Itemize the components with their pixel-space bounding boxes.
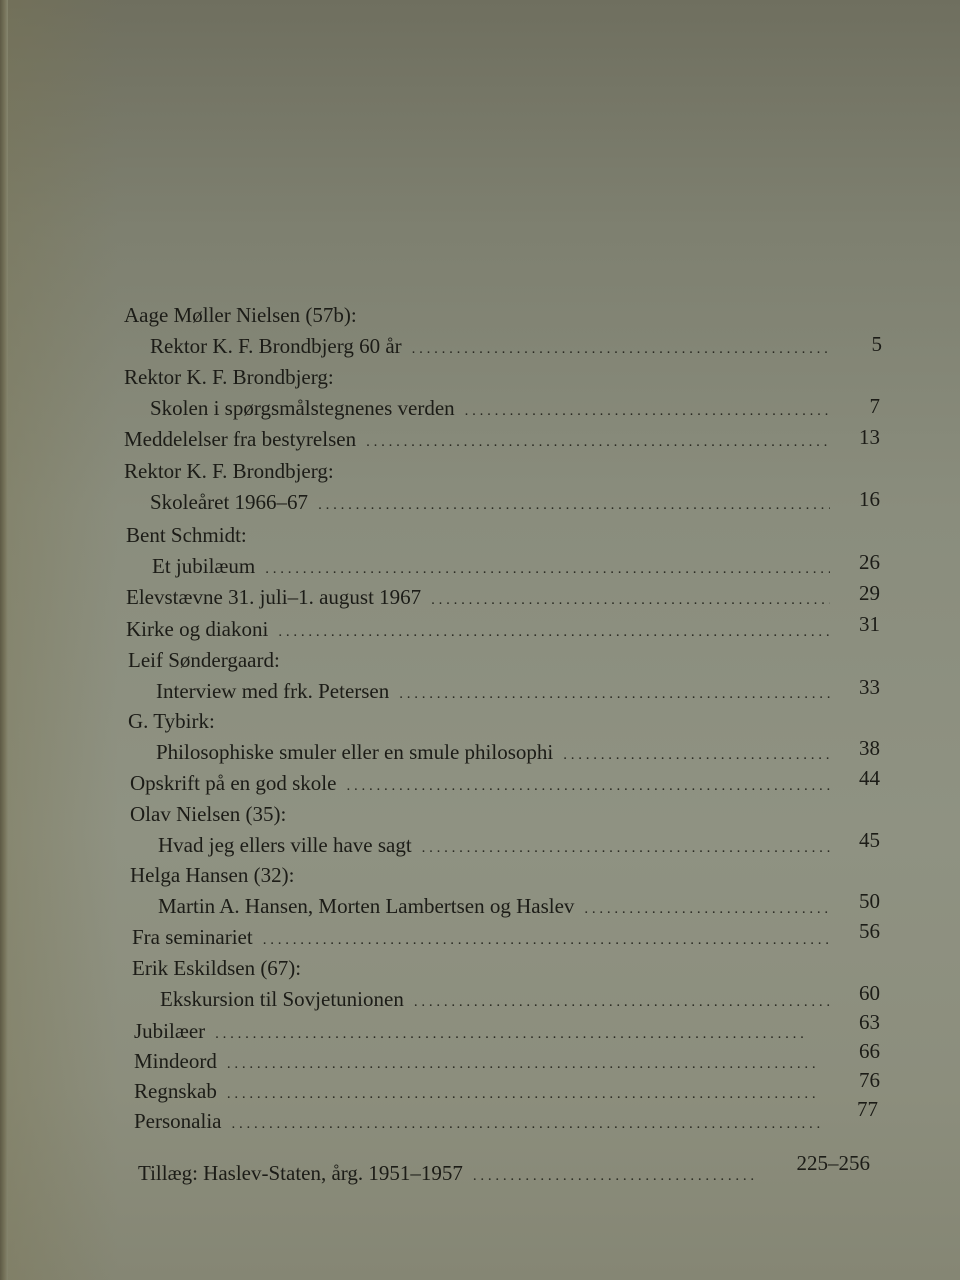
- toc-author: Helga Hansen (32):: [130, 863, 295, 887]
- toc-entry[interactable]: [134, 1048, 830, 1077]
- toc-page-number: 44: [859, 766, 880, 790]
- toc-page-number: 50: [859, 889, 880, 913]
- toc-author: Olav Nielsen (35):: [130, 802, 287, 826]
- toc-entry[interactable]: [150, 489, 830, 518]
- toc-entry[interactable]: [126, 584, 830, 613]
- toc-title: Martin A. Hansen, Morten Lambertsen og Haslev: [158, 894, 575, 918]
- toc-entry[interactable]: [132, 924, 830, 953]
- toc-author: Erik Eskildsen (67):: [132, 956, 302, 980]
- toc-entry[interactable]: [134, 1108, 830, 1137]
- toc-page-number: 7: [869, 394, 880, 418]
- dot-leader: [215, 1021, 830, 1047]
- toc-page-number: 13: [859, 425, 880, 449]
- toc-entry[interactable]: [158, 832, 830, 861]
- toc-page-number: 77: [857, 1097, 878, 1121]
- toc-page-number: 66: [859, 1039, 880, 1063]
- dot-leader: [412, 336, 830, 362]
- dot-leader: [318, 492, 830, 518]
- toc-title: Fra seminariet: [132, 925, 253, 949]
- toc-title: Ekskursion til Sovjetunionen: [160, 987, 404, 1011]
- toc-author: Rektor K. F. Brondbjerg:: [124, 365, 334, 389]
- toc-title: Jubilæer: [134, 1019, 206, 1043]
- dot-leader: [366, 429, 830, 455]
- toc-entry[interactable]: [152, 553, 830, 582]
- toc-entry[interactable]: [160, 986, 830, 1015]
- toc-title: Philosophiske smuler eller en smule philosophi: [156, 740, 554, 764]
- toc-supplement-title: Tillæg: Haslev-Staten, årg. 1951–1957: [138, 1161, 463, 1185]
- toc-title: Et jubilæum: [152, 554, 256, 578]
- toc-author: G. Tybirk:: [128, 709, 215, 733]
- toc-title: Meddelelser fra bestyrelsen: [124, 427, 357, 451]
- toc-page-number: 31: [859, 612, 880, 636]
- toc-supplement-entry[interactable]: [138, 1160, 758, 1189]
- dot-leader: [227, 1051, 830, 1077]
- dot-leader: [263, 927, 830, 953]
- toc-page-number: 16: [859, 487, 880, 511]
- toc-entry[interactable]: [134, 1078, 830, 1107]
- toc-title: Elevstævne 31. juli–1. august 1967: [126, 585, 422, 609]
- toc-title: Rektor K. F. Brondbjerg 60 år: [150, 334, 402, 358]
- toc-page-number: 45: [859, 828, 880, 852]
- toc-entry[interactable]: [130, 770, 830, 799]
- toc-title: Skolen i spørgsmålstegnenes verden: [150, 396, 455, 420]
- toc-title: Regnskab: [134, 1079, 217, 1103]
- dot-leader: [231, 1111, 830, 1137]
- toc-entry[interactable]: [150, 395, 830, 424]
- dot-leader: [414, 989, 830, 1015]
- toc-entry[interactable]: [124, 426, 830, 455]
- toc-page-number: 5: [871, 332, 882, 356]
- dot-leader: [399, 681, 830, 707]
- toc-author: Aage Møller Nielsen (57b):: [124, 303, 357, 327]
- toc-page-number: 38: [859, 736, 880, 760]
- toc-author: Bent Schmidt:: [126, 523, 247, 547]
- dot-leader: [346, 773, 830, 799]
- toc-title: Opskrift på en god skole: [130, 771, 337, 795]
- toc-page-number: 33: [859, 675, 880, 699]
- toc-page-number: 56: [859, 919, 880, 943]
- toc-page-number: 76: [859, 1068, 880, 1092]
- toc-supplement-pages: 225–256: [796, 1151, 870, 1175]
- dot-leader: [465, 398, 830, 424]
- toc-author: Leif Søndergaard:: [128, 648, 280, 672]
- dot-leader: [422, 835, 830, 861]
- toc-entry[interactable]: [158, 893, 830, 922]
- dot-leader: [227, 1081, 830, 1107]
- toc-title: Personalia: [134, 1109, 222, 1133]
- toc-title: Interview med frk. Petersen: [156, 679, 390, 703]
- dot-leader: [278, 619, 830, 645]
- toc-entry[interactable]: [156, 678, 830, 707]
- toc-title: Mindeord: [134, 1049, 217, 1073]
- toc-page-number: 60: [859, 981, 880, 1005]
- dot-leader: [473, 1163, 758, 1189]
- dot-leader: [431, 587, 830, 613]
- dot-leader: [265, 556, 830, 582]
- toc-entry[interactable]: [156, 739, 830, 768]
- toc-title: Skoleåret 1966–67: [150, 490, 309, 514]
- toc-title: Kirke og diakoni: [126, 617, 269, 641]
- toc-author: Rektor K. F. Brondbjerg:: [124, 459, 334, 483]
- toc-title: Hvad jeg ellers ville have sagt: [158, 833, 412, 857]
- toc-page-number: 29: [859, 581, 880, 605]
- toc-entry[interactable]: [150, 333, 830, 362]
- toc-entry[interactable]: [134, 1018, 830, 1047]
- toc-page-number: 26: [859, 550, 880, 574]
- toc-page-number: 63: [859, 1010, 880, 1034]
- toc-entry[interactable]: [126, 616, 830, 645]
